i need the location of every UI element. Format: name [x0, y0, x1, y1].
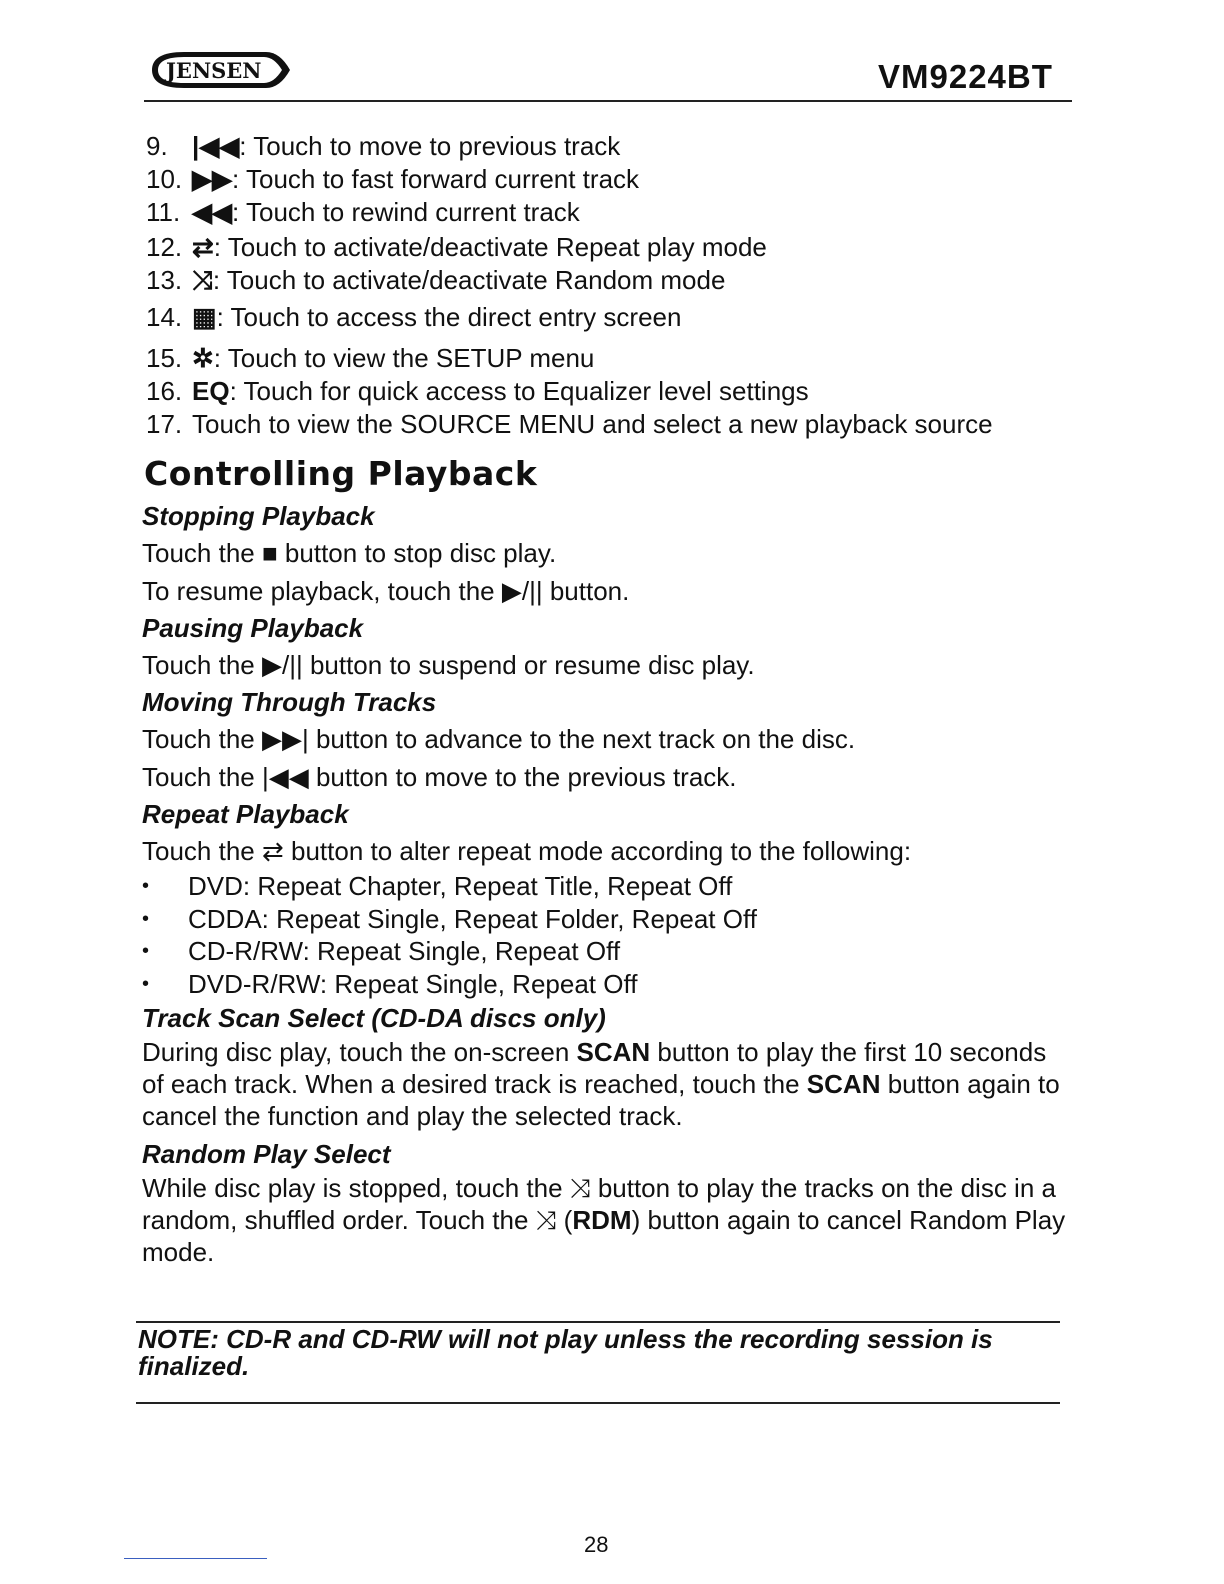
note-divider-bottom [136, 1402, 1060, 1404]
gear-icon: ✲ [192, 343, 214, 373]
list-item: • DVD-R/RW: Repeat Single, Repeat Off [142, 968, 638, 999]
paragraph: Touch the |◀◀ button to move to the previous track. [142, 762, 737, 792]
paragraph: Touch the ■ button to stop disc play. [142, 538, 557, 568]
section-body [142, 498, 1072, 1268]
random-icon: ⤨ [569, 1173, 591, 1203]
bullet-icon: • [142, 907, 150, 930]
eq-label: EQ [192, 376, 230, 406]
list-item: • CDDA: Repeat Single, Repeat Folder, Repeat Off [142, 903, 757, 934]
paragraph: While disc play is stopped, touch the ⤨ button to play the tracks on the disc in a random, shuffled order. Touch the ⤨ (RDM) button again to cancel Random Play mode. [142, 1173, 1066, 1267]
rewind-icon: ◀◀ [192, 197, 232, 227]
section-title: Controlling Playback [144, 454, 538, 493]
list-item: 15. ✲: Touch to view the SETUP menu [146, 343, 595, 373]
paragraph: Touch the ⇄ button to alter repeat mode according to the following: [142, 836, 912, 866]
paragraph: To resume playback, touch the ▶/|| button. [142, 576, 630, 606]
subheading-moving: Moving Through Tracks [142, 687, 437, 717]
subheading-pausing: Pausing Playback [142, 613, 364, 643]
subheading-random: Random Play Select [142, 1139, 391, 1169]
repeat-icon: ⇄ [192, 232, 214, 262]
keypad-icon: ▦ [192, 302, 217, 332]
footer-line [124, 1558, 267, 1559]
svg-text:JENSEN: JENSEN [166, 58, 262, 83]
note-divider-top [136, 1321, 1060, 1323]
list-item: 11. ◀◀: Touch to rewind current track [146, 197, 580, 227]
next-track-icon: ▶▶| [261, 724, 309, 754]
subheading-scan: Track Scan Select (CD-DA discs only) [142, 1003, 606, 1033]
repeat-icon: ⇄ [261, 836, 284, 866]
list-item: • CD-R/RW: Repeat Single, Repeat Off [142, 936, 621, 966]
note-text: NOTE: CD-R and CD-RW will not play unless the recording session is finalized. [138, 1324, 993, 1381]
paragraph: Touch the ▶/|| button to suspend or resume disc play. [142, 650, 755, 680]
list-item: • DVD: Repeat Chapter, Repeat Title, Repeat Off [142, 871, 733, 901]
list-item: 10. ▶▶: Touch to fast forward current track [146, 164, 640, 194]
stop-icon: ■ [261, 538, 278, 568]
list-item: 13. ⤨: Touch to activate/deactivate Random mode [146, 265, 726, 295]
list-item: 16. EQ: Touch for quick access to Equalizer level settings [146, 376, 809, 406]
list-item: 9. |◀◀: Touch to move to previous track [146, 131, 621, 161]
play-pause-icon: ▶/|| [261, 650, 303, 680]
previous-track-icon: |◀◀ [192, 131, 240, 161]
previous-track-icon: |◀◀ [261, 762, 309, 792]
paragraph: Touch the ▶▶| button to advance to the next track on the disc. [142, 724, 856, 754]
subheading-stopping: Stopping Playback [142, 501, 375, 531]
subheading-repeat: Repeat Playback [142, 799, 349, 829]
header-divider [144, 100, 1072, 102]
bullet-icon: • [142, 972, 150, 995]
list-item: 17. Touch to view the SOURCE MENU and select a new playback source [146, 409, 993, 439]
fast-forward-icon: ▶▶ [192, 164, 232, 194]
control-list [146, 130, 1066, 439]
jensen-logo [144, 47, 294, 93]
page-number: 28 [584, 1532, 609, 1557]
random-icon: ⤨ [192, 265, 213, 295]
paragraph: During disc play, touch the on-screen SCAN button to play the first 10 seconds of each track. When a desired track is reached, touch the SCAN button again to cancel the function and play the selected track. [142, 1037, 1060, 1131]
list-item: 12. ⇄: Touch to activate/deactivate Repeat play mode [146, 232, 767, 262]
model-number: VM9224BT [878, 58, 1053, 95]
list-item: 14. ▦: Touch to access the direct entry screen [146, 302, 682, 332]
bullet-icon: • [142, 940, 150, 962]
random-icon: ⤨ [535, 1205, 557, 1235]
play-pause-icon: ▶/|| [501, 576, 543, 606]
bullet-icon: • [142, 875, 150, 897]
